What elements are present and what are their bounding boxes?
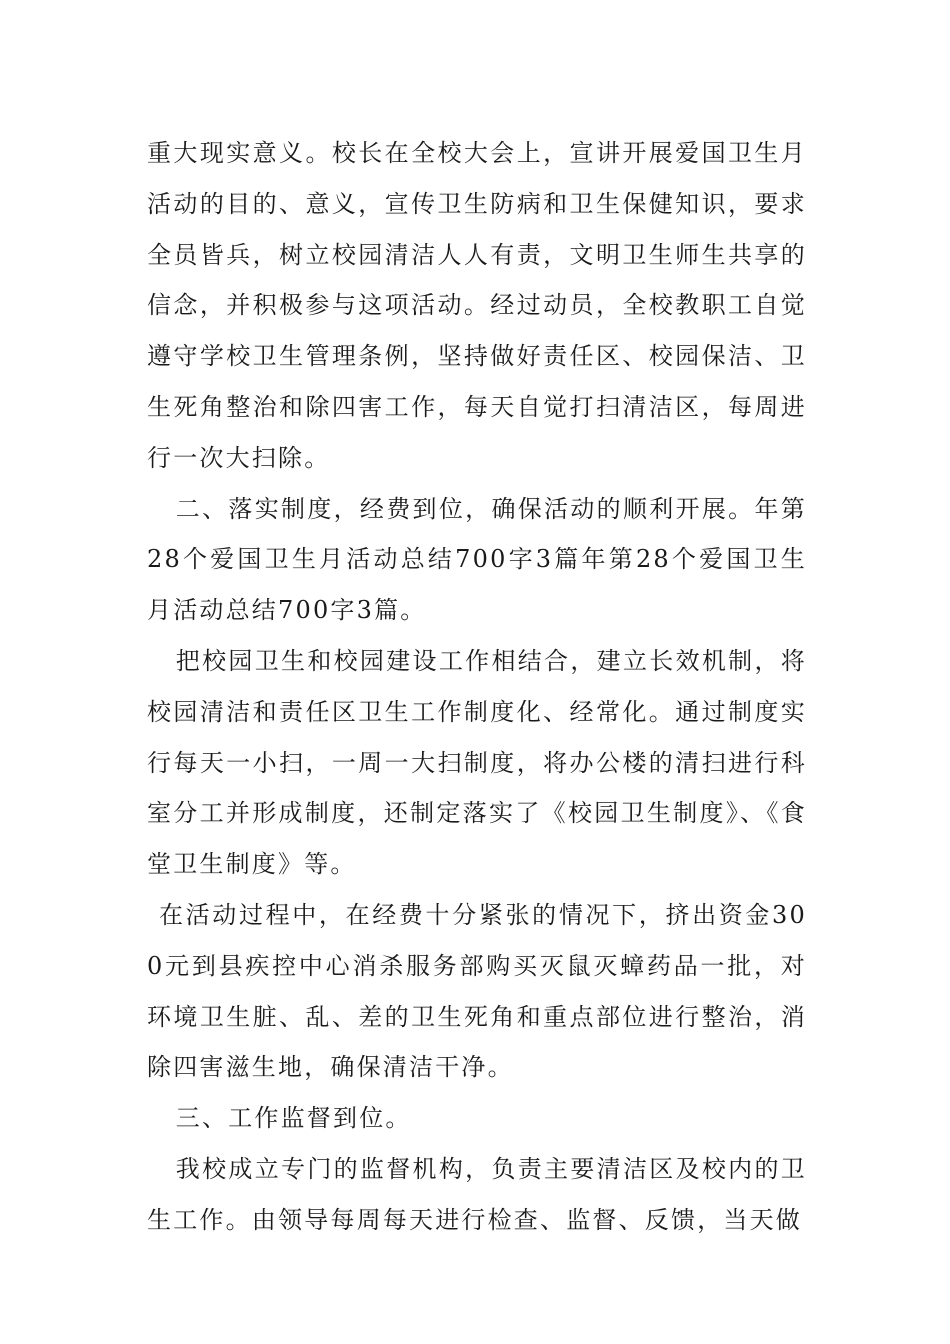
paragraph-long-term-mechanism: 把校园卫生和校园建设工作相结合，建立长效机制，将校园清洁和责任区卫生工作制度化、经常化。通过制度实行每天一小扫，一周一大扫制度，将办公楼的清扫进行科室分工并形成制度，还制定落实了《校园卫生制度》、《食堂卫生制度》等。 [147, 646, 807, 879]
paragraph-section-two-heading: 二、落实制度，经费到位，确保活动的顺利开展。年第28个爱国卫生月活动总结700字3篇年第28个爱国卫生月活动总结700字3篇。 [147, 494, 807, 625]
paragraph-funding: 在活动过程中，在经费十分紧张的情况下，挤出资金300元到县疾控中心消杀服务部购买灭鼠灭蟑药品一批，对环境卫生脏、乱、差的卫生死角和重点部位进行整治，消除四害滋生地，确保清洁干净。 [147, 900, 807, 1082]
paragraph-supervision: 我校成立专门的监督机构，负责主要清洁区及校内的卫生工作。由领导每周每天进行检查、监督、反馈，当天做 [147, 1154, 807, 1234]
document-body [147, 128, 807, 1246]
paragraph-section-three-heading: 三、工作监督到位。 [175, 1104, 412, 1133]
paragraph-mobilization: 重大现实意义。校长在全校大会上，宣讲开展爱国卫生月活动的目的、意义，宣传卫生防病和卫生保健知识，要求全员皆兵，树立校园清洁人人有责，文明卫生师生共享的信念，并积极参与这项活动。经过动员，全校教职工自觉遵守学校卫生管理条例，坚持做好责任区、校园保洁、卫生死角整治和除四害工作，每天自觉打扫清洁区，每周进行一次大扫除。 [147, 139, 807, 472]
